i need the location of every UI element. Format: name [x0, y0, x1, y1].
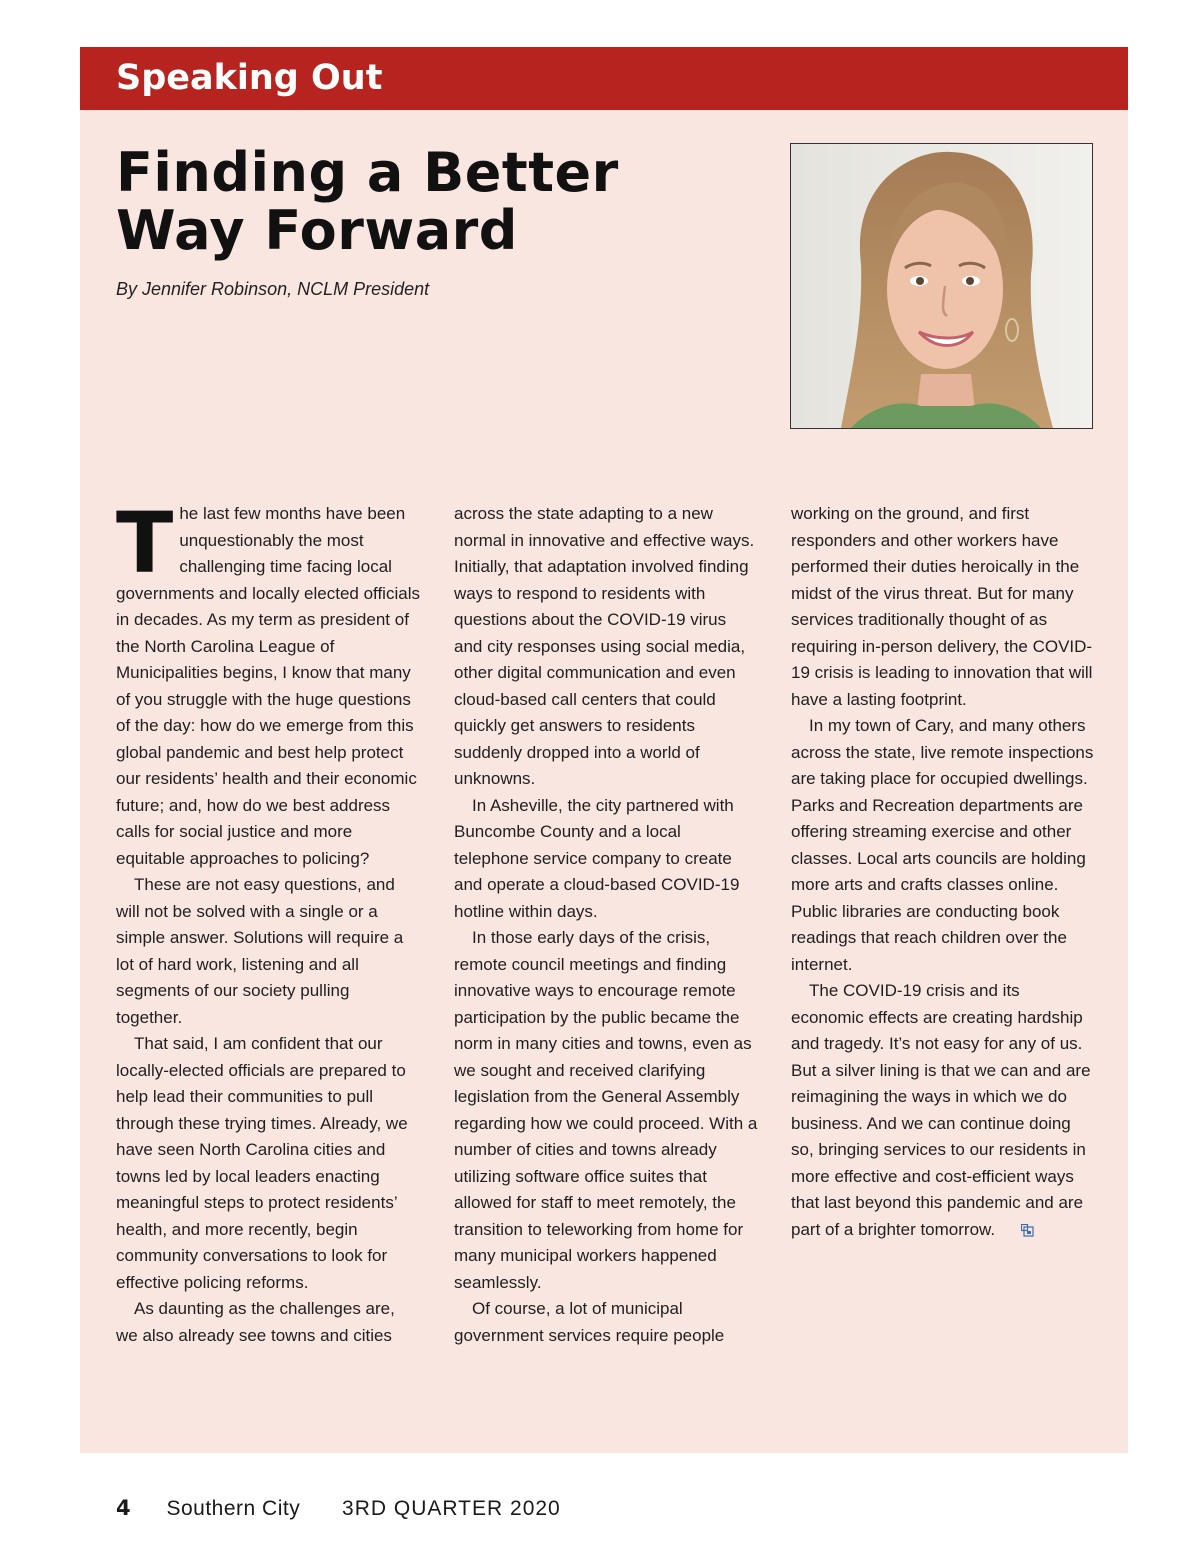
article-title-line-1: Finding a Better	[116, 141, 619, 204]
paragraph: As daunting as the challenges are, we also already see towns and cities	[116, 1299, 395, 1345]
section-header	[80, 47, 1128, 110]
issue-label: 3RD QUARTER 2020	[342, 1497, 561, 1520]
article-column-2	[454, 501, 758, 1349]
paragraph: That said, I am confident that our locally-elected officials are prepared to help lead their communities to pull through these trying times. Already, we have seen North Carolina cities and towns led by local leaders enacting meaningful steps to protect residents’ health, and more recently, begin community conversations to look for effective policing reforms.	[116, 1034, 408, 1292]
article-column-3	[791, 501, 1096, 1245]
page-number: 4	[116, 1496, 131, 1520]
paragraph: working on the ground, and first responders and other workers have performed their duties heroically in the midst of the virus threat. But for many services traditionally thought of as requiring in-person delivery, the COVID-19 crisis is leading to innovation that will have a lasting footprint.	[791, 504, 1093, 709]
portrait-illustration	[791, 144, 1092, 428]
byline: By Jennifer Robinson, NCLM President	[116, 279, 430, 299]
page-footer	[116, 1494, 561, 1523]
author-portrait	[790, 143, 1093, 429]
paragraph: In my town of Cary, and many others across the state, live remote inspections are taking place for occupied dwellings. Parks and Recreation departments are offering streaming exercise and other classes. Local arts councils are holding more arts and crafts classes online. Public libraries are conducting book readings that reach children over the internet.	[791, 716, 1094, 974]
article-title-line-2: Way Forward	[116, 199, 518, 262]
paragraph: Of course, a lot of municipal government services require people	[454, 1299, 725, 1345]
paragraph: In those early days of the crisis, remote council meetings and finding innovative ways to encourage remote participation by the public became the norm in many cities and towns, even as we sought and received clarifying legislation from the General Assembly regarding how we could proceed. With a number of cities and towns already utilizing software office suites that allowed for staff to meet remotely, the transition to teleworking from home for many municipal workers happened seamlessly.	[454, 928, 758, 1292]
drop-cap: T	[116, 494, 174, 592]
paragraph	[116, 494, 420, 872]
paragraph: across the state adapting to a new normal in innovative and effective ways. Initially, that adaptation involved finding ways to respond to residents with questions about the COVID-19 virus and city responses using social media, other digital communication and even cloud-based call centers that could quickly get answers to residents suddenly dropped into a world of unknowns.	[454, 504, 755, 788]
paragraph	[791, 978, 1096, 1245]
section-label: Speaking Out	[116, 58, 383, 98]
paragraph-text: The COVID-19 crisis and its economic effects are creating hardship and tragedy. It’s not easy for any of us. But a silver lining is that we can and are reimagining the ways in which we do business. And we can continue doing so, bringing services to our residents in more effective and cost-efficient ways that last beyond this pandemic and are part of a brighter tomorrow.	[791, 981, 1091, 1239]
end-of-article-icon	[1003, 1219, 1034, 1246]
article-column-1	[116, 494, 420, 1349]
paragraph: In Asheville, the city partnered with Buncombe County and a local telephone service company to create and operate a cloud-based COVID-19 hotline within days.	[454, 795, 740, 921]
article-title	[116, 141, 736, 262]
article-body	[116, 494, 1096, 1381]
paragraph-text: he last few months have been unquestionably the most challenging time facing local governments and locally elected officials in decades. As my term as president of the North Carolina League of Municipalities begins, I know that many of you struggle with the huge questions of the day: how do we emerge from this global pandemic and best help protect our residents’ health and their economic future; and, how do we best address calls for social justice and more equitable approaches to policing?	[116, 504, 420, 868]
magazine-name: Southern City	[166, 1497, 301, 1520]
paragraph: These are not easy questions, and will not be solved with a single or a simple answer. Solutions will require a lot of hard work, listening and all segments of our society pulling together.	[116, 875, 404, 1027]
